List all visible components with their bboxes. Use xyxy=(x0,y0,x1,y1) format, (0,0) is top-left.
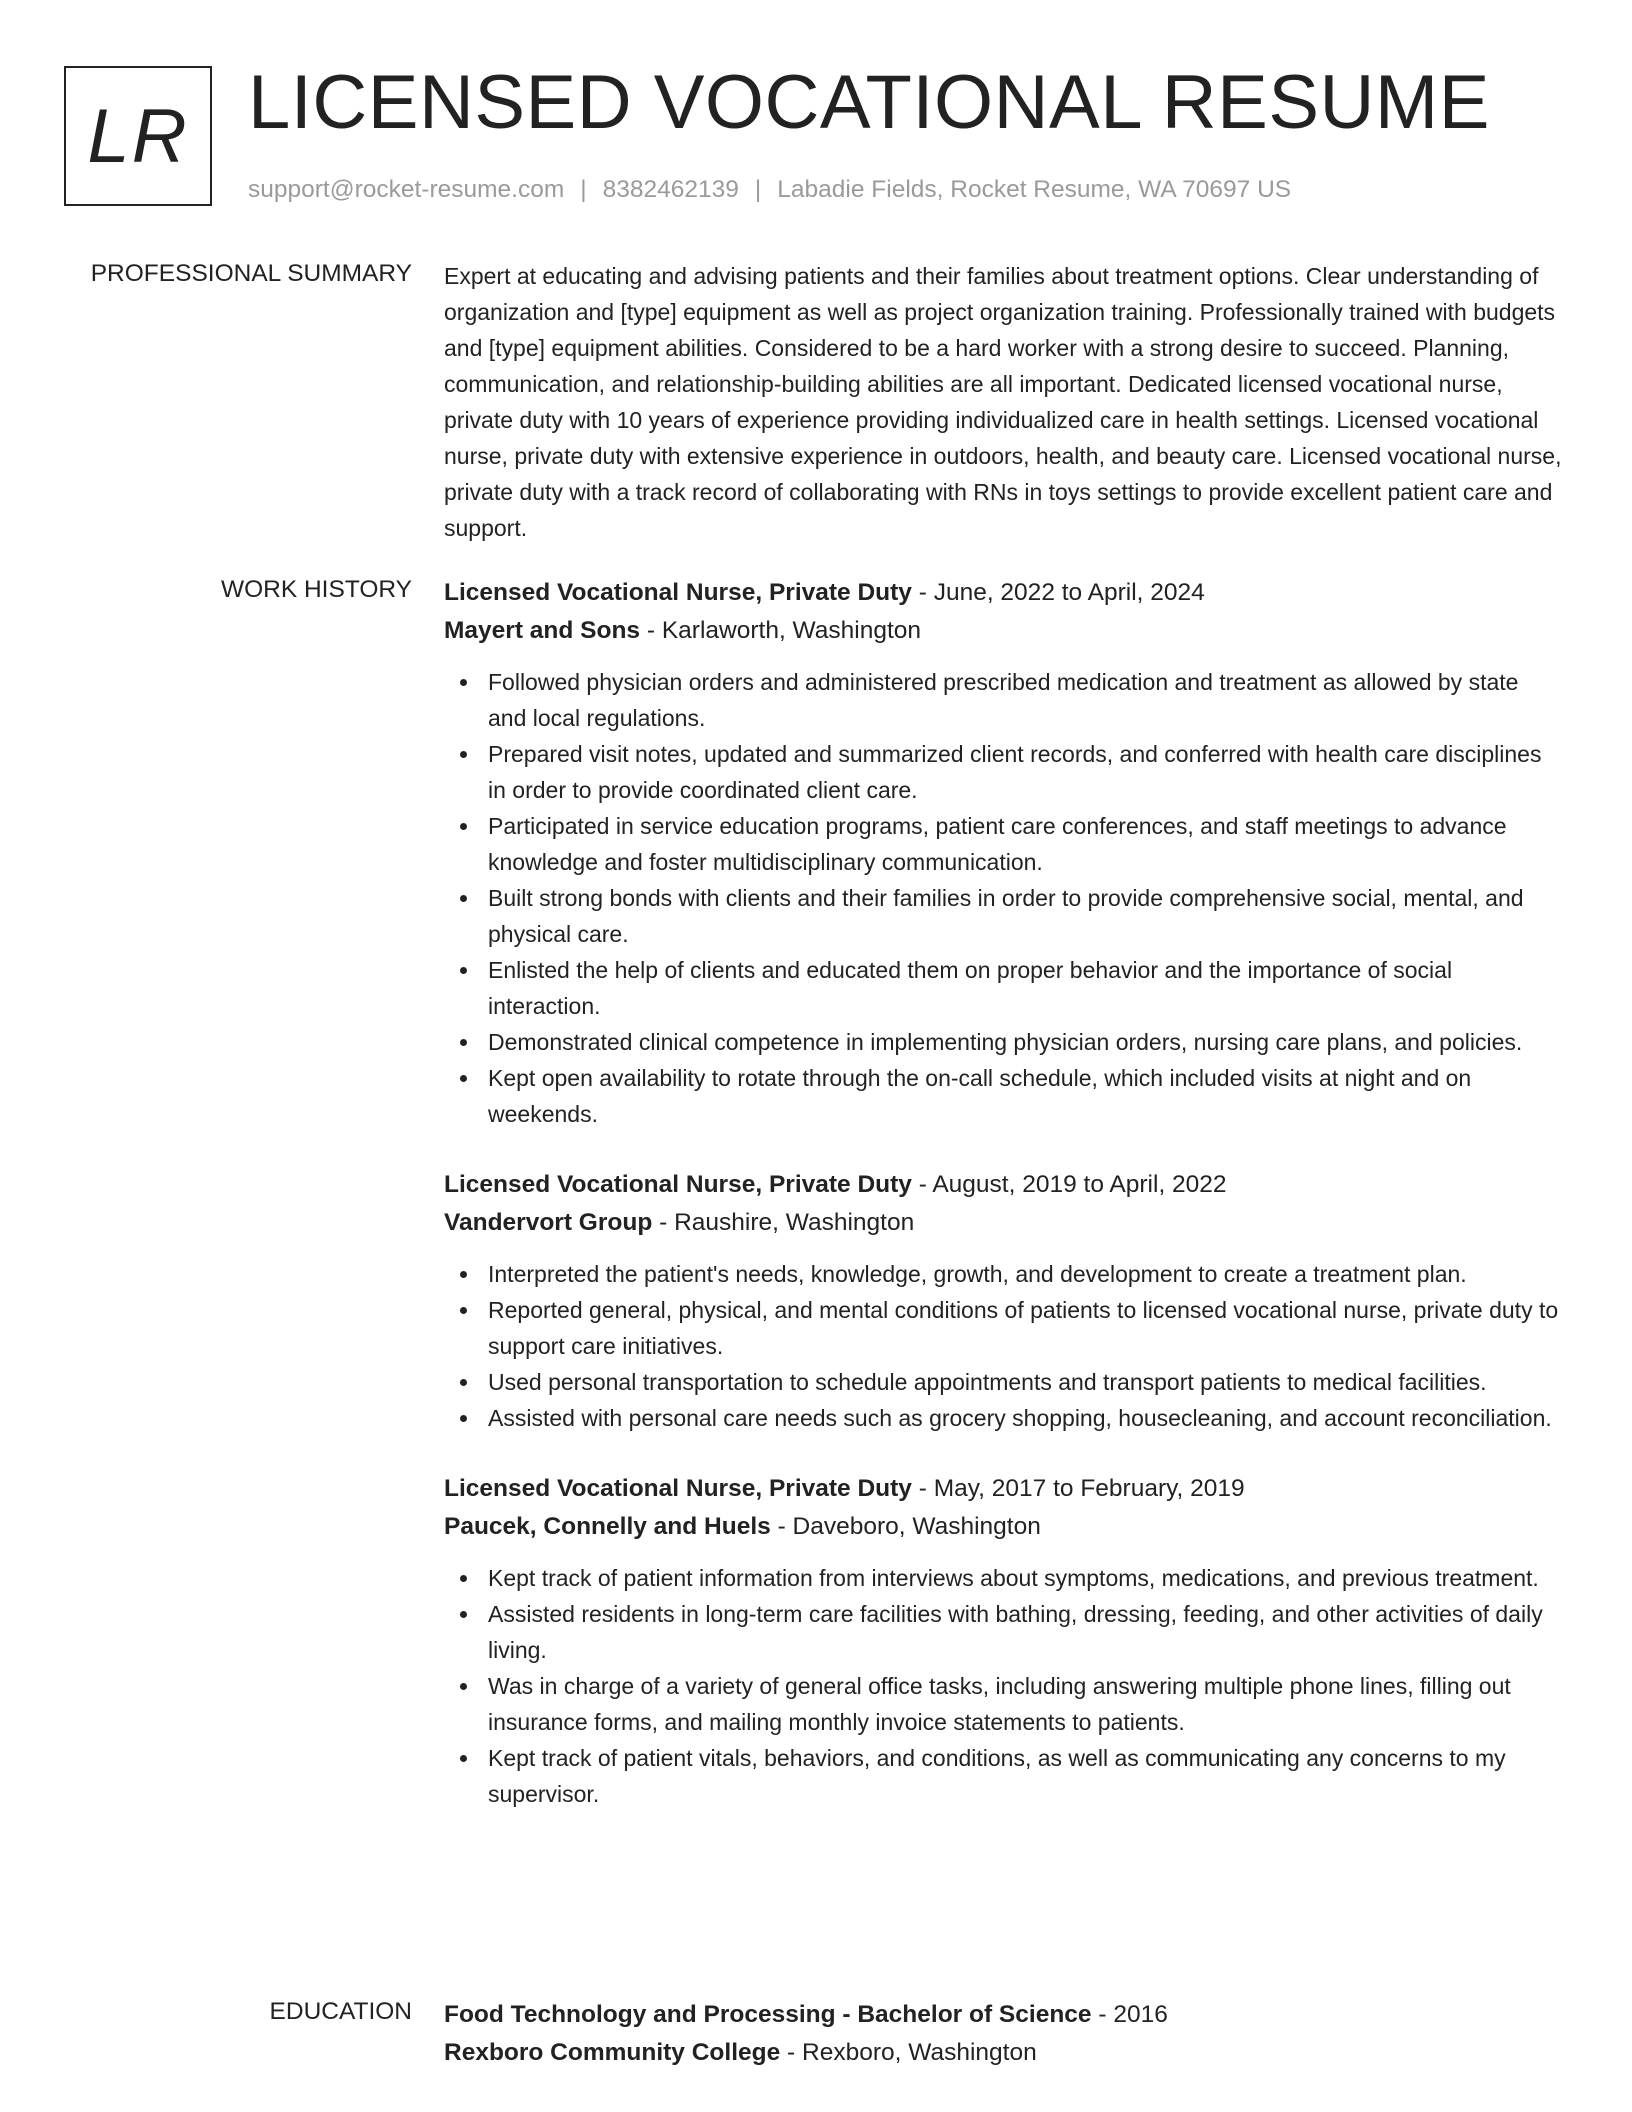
education-year: - 2016 xyxy=(1091,2001,1168,2028)
contact-email: support@rocket-resume.com xyxy=(248,176,565,203)
job-location: - Karlaworth, Washington xyxy=(640,617,922,644)
education-school: Rexboro Community College xyxy=(444,2039,781,2066)
job-entry xyxy=(444,574,1562,1132)
job-bullet: Followed physician orders and administered prescribed medication and treatment as allowed by state and local regulations. xyxy=(444,664,1562,736)
section-label-work-history: WORK HISTORY xyxy=(220,576,412,603)
job-bullet: Assisted residents in long-term care facilities with bathing, dressing, feeding, and other activities of daily living. xyxy=(444,1596,1562,1668)
job-bullet: Demonstrated clinical competence in implementing physician orders, nursing care plans, and policies. xyxy=(444,1024,1562,1060)
job-company-line xyxy=(444,612,1562,650)
job-dates: - May, 2017 to February, 2019 xyxy=(911,1475,1245,1502)
job-bullet: Used personal transportation to schedule appointments and transport patients to medical facilities. xyxy=(444,1364,1562,1400)
job-bullets xyxy=(444,664,1562,1132)
job-title-line xyxy=(444,574,1562,612)
job-bullet: Prepared visit notes, updated and summarized client records, and conferred with health care disciplines in order to provide coordinated client care. xyxy=(444,736,1562,808)
job-bullets xyxy=(444,1256,1562,1436)
job-location: - Raushire, Washington xyxy=(652,1209,915,1236)
job-dates: - June, 2022 to April, 2024 xyxy=(911,579,1205,606)
job-company: Mayert and Sons xyxy=(444,617,641,644)
job-bullet: Reported general, physical, and mental conditions of patients to licensed vocational nurse, private duty to support care initiatives. xyxy=(444,1292,1562,1364)
job-title: Licensed Vocational Nurse, Private Duty xyxy=(444,1475,912,1502)
job-title: Licensed Vocational Nurse, Private Duty xyxy=(444,1171,912,1198)
job-bullet: Kept track of patient vitals, behaviors, and conditions, as well as communicating any concerns to my supervisor. xyxy=(444,1740,1562,1812)
education-location: - Rexboro, Washington xyxy=(780,2039,1037,2066)
job-bullet: Enlisted the help of clients and educated them on proper behavior and the importance of social interaction. xyxy=(444,952,1562,1024)
job-bullet: Kept track of patient information from interviews about symptoms, medications, and previous treatment. xyxy=(444,1560,1562,1596)
job-company: Vandervort Group xyxy=(444,1209,653,1236)
job-title-line xyxy=(444,1166,1562,1204)
monogram-logo: LR xyxy=(64,66,212,206)
job-company-line xyxy=(444,1204,1562,1242)
job-entry xyxy=(444,1166,1562,1436)
job-bullet: Kept open availability to rotate through the on-call schedule, which included visits at night and on weekends. xyxy=(444,1060,1562,1132)
job-entry xyxy=(444,1470,1562,1812)
job-title: Licensed Vocational Nurse, Private Duty xyxy=(444,579,912,606)
contact-separator: | xyxy=(580,176,587,203)
job-location: - Daveboro, Washington xyxy=(770,1513,1041,1540)
contact-phone: 8382462139 xyxy=(602,176,739,203)
section-label-summary: PROFESSIONAL SUMMARY xyxy=(90,260,412,287)
summary-text: Expert at educating and advising patients and their families about treatment options. Clear understanding of organization and [type] equipment as well as project organization training. Professionally trained with budgets and [type] equipment abilities. Considered to be a hard worker with a strong desire to succeed. Planning, communication, and relationship-building abilities are all important. Dedicated licensed vocational nurse, private duty with 10 years of experience providing individualized care in health settings. Licensed vocational nurse, private duty with extensive experience in outdoors, health, and beauty care. Licensed vocational nurse, private duty with a track record of collaborating with RNs in toys settings to provide excellent patient care and support. xyxy=(444,263,1562,541)
education-degree: Food Technology and Processing - Bachelor of Science xyxy=(444,2001,1092,2028)
job-bullet: Built strong bonds with clients and their families in order to provide comprehensive social, mental, and physical care. xyxy=(444,880,1562,952)
education-degree-line xyxy=(444,1996,1562,2034)
job-bullet: Assisted with personal care needs such as grocery shopping, housecleaning, and account reconciliation. xyxy=(444,1400,1562,1436)
job-bullets xyxy=(444,1560,1562,1812)
job-bullet: Interpreted the patient's needs, knowledge, growth, and development to create a treatment plan. xyxy=(444,1256,1562,1292)
job-company: Paucek, Connelly and Huels xyxy=(444,1513,771,1540)
contact-separator: | xyxy=(754,176,762,203)
job-bullet: Was in charge of a variety of general office tasks, including answering multiple phone lines, filling out insurance forms, and mailing monthly invoice statements to patients. xyxy=(444,1668,1562,1740)
resume-title: LICENSED VOCATIONAL RESUME xyxy=(248,60,1490,145)
job-bullet: Participated in service education programs, patient care conferences, and staff meetings to advance knowledge and foster multidisciplinary communication. xyxy=(444,808,1562,880)
job-dates: - August, 2019 to April, 2022 xyxy=(911,1171,1227,1198)
job-title-line xyxy=(444,1470,1562,1508)
job-company-line xyxy=(444,1508,1562,1546)
contact-address: Labadie Fields, Rocket Resume, WA 70697 US xyxy=(777,176,1292,203)
education-school-line xyxy=(444,2034,1562,2072)
section-label-education: EDUCATION xyxy=(269,1998,412,2025)
contact-line xyxy=(248,174,1291,206)
